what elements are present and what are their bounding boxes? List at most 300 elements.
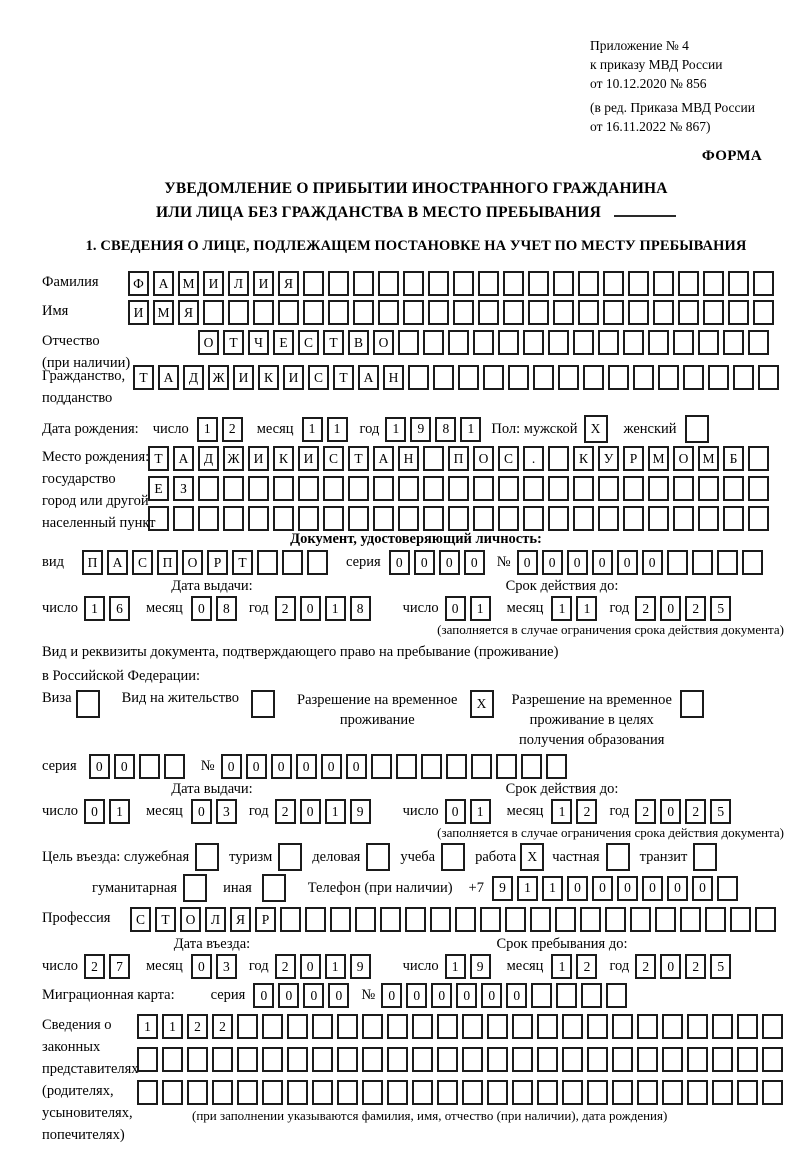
form-cell[interactable] [353, 300, 374, 325]
form-cell[interactable]: 0 [303, 983, 324, 1008]
form-cell[interactable]: Т [348, 446, 369, 471]
form-cell[interactable]: 1 [551, 596, 572, 621]
form-cell[interactable]: Д [183, 365, 204, 390]
form-cell[interactable]: . [523, 446, 544, 471]
form-cell[interactable] [578, 271, 599, 296]
form-cell[interactable] [262, 1047, 283, 1072]
form-cell[interactable] [598, 476, 619, 501]
form-cell[interactable]: 1 [197, 417, 218, 442]
form-cell[interactable]: 0 [592, 550, 613, 575]
form-cell[interactable] [662, 1080, 683, 1105]
form-cell[interactable] [162, 1080, 183, 1105]
form-cell[interactable]: 0 [191, 799, 212, 824]
form-cell[interactable] [223, 476, 244, 501]
form-cell[interactable] [287, 1047, 308, 1072]
form-cell[interactable] [703, 271, 724, 296]
form-cell[interactable] [362, 1014, 383, 1039]
form-cell[interactable] [655, 907, 676, 932]
form-cell[interactable] [430, 907, 451, 932]
form-cell[interactable]: К [273, 446, 294, 471]
form-cell[interactable] [237, 1080, 258, 1105]
form-cell[interactable]: 0 [321, 754, 342, 779]
form-cell[interactable] [498, 506, 519, 531]
form-cell[interactable] [648, 506, 669, 531]
form-cell[interactable] [473, 476, 494, 501]
form-cell[interactable] [462, 1047, 483, 1072]
form-cell[interactable] [505, 907, 526, 932]
form-cell[interactable] [712, 1014, 733, 1039]
form-cell[interactable]: 0 [667, 876, 688, 901]
form-cell[interactable] [612, 1080, 633, 1105]
form-cell[interactable]: 8 [350, 596, 371, 621]
form-cell[interactable] [587, 1014, 608, 1039]
form-cell[interactable] [762, 1080, 783, 1105]
form-cell[interactable] [237, 1014, 258, 1039]
form-cell[interactable] [487, 1080, 508, 1105]
form-cell[interactable] [762, 1047, 783, 1072]
form-cell[interactable] [328, 300, 349, 325]
form-cell[interactable]: П [157, 550, 178, 575]
form-cell[interactable] [330, 907, 351, 932]
form-cell[interactable] [546, 754, 567, 779]
form-cell[interactable]: 1 [327, 417, 348, 442]
form-cell[interactable] [556, 983, 577, 1008]
form-cell[interactable]: 0 [114, 754, 135, 779]
form-cell[interactable] [498, 476, 519, 501]
form-cell[interactable] [471, 754, 492, 779]
form-cell[interactable] [273, 476, 294, 501]
form-cell[interactable] [580, 907, 601, 932]
form-cell[interactable]: 0 [300, 799, 321, 824]
form-cell[interactable]: М [153, 300, 174, 325]
form-cell[interactable] [530, 907, 551, 932]
form-cell[interactable]: 0 [406, 983, 427, 1008]
form-cell[interactable]: Ч [248, 330, 269, 355]
form-cell[interactable]: 0 [456, 983, 477, 1008]
form-cell[interactable]: А [107, 550, 128, 575]
form-cell[interactable] [203, 300, 224, 325]
form-cell[interactable] [512, 1047, 533, 1072]
form-cell[interactable] [698, 476, 719, 501]
form-cell[interactable] [412, 1014, 433, 1039]
form-cell[interactable]: А [173, 446, 194, 471]
form-cell[interactable]: И [283, 365, 304, 390]
form-cell[interactable] [312, 1014, 333, 1039]
checkbox-cell[interactable] [680, 690, 704, 718]
form-cell[interactable]: 0 [617, 550, 638, 575]
form-cell[interactable] [473, 506, 494, 531]
form-cell[interactable]: А [158, 365, 179, 390]
form-cell[interactable]: 2 [635, 596, 656, 621]
form-cell[interactable] [603, 300, 624, 325]
form-cell[interactable] [303, 271, 324, 296]
form-cell[interactable] [737, 1080, 758, 1105]
form-cell[interactable] [748, 476, 769, 501]
form-cell[interactable] [712, 1080, 733, 1105]
form-cell[interactable] [455, 907, 476, 932]
form-cell[interactable] [728, 271, 749, 296]
form-cell[interactable] [648, 476, 669, 501]
form-cell[interactable]: 1 [325, 596, 346, 621]
form-cell[interactable] [562, 1047, 583, 1072]
form-cell[interactable]: 3 [216, 954, 237, 979]
form-cell[interactable]: Ж [223, 446, 244, 471]
form-cell[interactable] [380, 907, 401, 932]
form-cell[interactable] [262, 1014, 283, 1039]
form-cell[interactable] [521, 754, 542, 779]
form-cell[interactable] [628, 300, 649, 325]
form-cell[interactable] [708, 365, 729, 390]
form-cell[interactable] [508, 365, 529, 390]
form-cell[interactable] [228, 300, 249, 325]
checkbox-cell[interactable] [606, 843, 630, 871]
form-cell[interactable]: З [173, 476, 194, 501]
form-cell[interactable] [598, 506, 619, 531]
form-cell[interactable] [448, 476, 469, 501]
form-cell[interactable]: 8 [435, 417, 456, 442]
form-cell[interactable] [528, 300, 549, 325]
form-cell[interactable] [278, 300, 299, 325]
form-cell[interactable] [473, 330, 494, 355]
form-cell[interactable]: С [323, 446, 344, 471]
form-cell[interactable] [437, 1080, 458, 1105]
form-cell[interactable] [683, 365, 704, 390]
form-cell[interactable] [603, 271, 624, 296]
form-cell[interactable]: 2 [275, 596, 296, 621]
form-cell[interactable]: В [348, 330, 369, 355]
form-cell[interactable]: 1 [542, 876, 563, 901]
form-cell[interactable]: 0 [346, 754, 367, 779]
form-cell[interactable] [755, 907, 776, 932]
form-cell[interactable] [373, 506, 394, 531]
form-cell[interactable]: О [373, 330, 394, 355]
form-cell[interactable] [262, 1080, 283, 1105]
form-cell[interactable]: О [198, 330, 219, 355]
form-cell[interactable]: О [182, 550, 203, 575]
form-cell[interactable]: 2 [275, 799, 296, 824]
form-cell[interactable] [423, 446, 444, 471]
form-cell[interactable]: 0 [328, 983, 349, 1008]
form-cell[interactable] [553, 300, 574, 325]
form-cell[interactable]: 1 [460, 417, 481, 442]
form-cell[interactable] [606, 983, 627, 1008]
form-cell[interactable] [212, 1080, 233, 1105]
form-cell[interactable] [737, 1047, 758, 1072]
form-cell[interactable] [573, 506, 594, 531]
form-cell[interactable]: С [308, 365, 329, 390]
form-cell[interactable] [537, 1047, 558, 1072]
form-cell[interactable]: 5 [710, 954, 731, 979]
form-cell[interactable]: Л [205, 907, 226, 932]
form-cell[interactable]: Н [398, 446, 419, 471]
form-cell[interactable]: Я [278, 271, 299, 296]
form-cell[interactable] [348, 476, 369, 501]
form-cell[interactable] [537, 1080, 558, 1105]
form-cell[interactable]: П [448, 446, 469, 471]
form-cell[interactable] [403, 300, 424, 325]
form-cell[interactable] [753, 271, 774, 296]
form-cell[interactable] [528, 271, 549, 296]
checkbox-cell[interactable] [183, 874, 207, 902]
form-cell[interactable]: А [153, 271, 174, 296]
form-cell[interactable]: 1 [385, 417, 406, 442]
form-cell[interactable] [287, 1014, 308, 1039]
form-cell[interactable]: 1 [325, 954, 346, 979]
form-cell[interactable] [248, 506, 269, 531]
form-cell[interactable] [164, 754, 185, 779]
form-cell[interactable]: Ж [208, 365, 229, 390]
form-cell[interactable] [573, 476, 594, 501]
form-cell[interactable]: 0 [414, 550, 435, 575]
form-cell[interactable]: И [298, 446, 319, 471]
form-cell[interactable] [723, 330, 744, 355]
form-cell[interactable]: К [573, 446, 594, 471]
form-cell[interactable] [412, 1080, 433, 1105]
form-cell[interactable] [187, 1080, 208, 1105]
form-cell[interactable] [762, 1014, 783, 1039]
form-cell[interactable]: 0 [660, 954, 681, 979]
form-cell[interactable] [198, 506, 219, 531]
form-cell[interactable] [548, 330, 569, 355]
form-cell[interactable] [612, 1014, 633, 1039]
form-cell[interactable] [162, 1047, 183, 1072]
form-cell[interactable] [280, 907, 301, 932]
form-cell[interactable] [653, 271, 674, 296]
form-cell[interactable] [531, 983, 552, 1008]
form-cell[interactable]: 2 [212, 1014, 233, 1039]
form-cell[interactable] [462, 1014, 483, 1039]
form-cell[interactable]: О [473, 446, 494, 471]
form-cell[interactable]: 0 [431, 983, 452, 1008]
checkbox-cell[interactable] [366, 843, 390, 871]
form-cell[interactable]: 0 [660, 799, 681, 824]
form-cell[interactable] [673, 506, 694, 531]
form-cell[interactable] [703, 300, 724, 325]
form-cell[interactable] [637, 1080, 658, 1105]
form-cell[interactable]: 0 [439, 550, 460, 575]
form-cell[interactable]: Я [230, 907, 251, 932]
form-cell[interactable] [687, 1014, 708, 1039]
form-cell[interactable] [428, 300, 449, 325]
form-cell[interactable] [387, 1047, 408, 1072]
form-cell[interactable] [403, 271, 424, 296]
form-cell[interactable]: 2 [84, 954, 105, 979]
form-cell[interactable] [537, 1014, 558, 1039]
checkbox-cell[interactable]: X [470, 690, 494, 718]
form-cell[interactable]: 7 [109, 954, 130, 979]
checkbox-cell[interactable] [251, 690, 275, 718]
form-cell[interactable] [662, 1047, 683, 1072]
form-cell[interactable] [612, 1047, 633, 1072]
form-cell[interactable]: 0 [84, 799, 105, 824]
form-cell[interactable]: Я [178, 300, 199, 325]
form-cell[interactable]: 0 [481, 983, 502, 1008]
form-cell[interactable] [548, 446, 569, 471]
form-cell[interactable] [733, 365, 754, 390]
form-cell[interactable] [555, 907, 576, 932]
form-cell[interactable]: Т [223, 330, 244, 355]
form-cell[interactable]: Р [623, 446, 644, 471]
form-cell[interactable] [758, 365, 779, 390]
form-cell[interactable] [423, 330, 444, 355]
form-cell[interactable]: О [180, 907, 201, 932]
form-cell[interactable] [137, 1080, 158, 1105]
form-cell[interactable]: 9 [350, 954, 371, 979]
form-cell[interactable]: И [233, 365, 254, 390]
form-cell[interactable] [396, 754, 417, 779]
form-cell[interactable] [462, 1080, 483, 1105]
form-cell[interactable]: М [178, 271, 199, 296]
form-cell[interactable] [478, 271, 499, 296]
form-cell[interactable] [558, 365, 579, 390]
form-cell[interactable] [487, 1014, 508, 1039]
form-cell[interactable]: 2 [635, 799, 656, 824]
form-cell[interactable] [678, 271, 699, 296]
form-cell[interactable]: 6 [109, 596, 130, 621]
form-cell[interactable] [423, 476, 444, 501]
form-cell[interactable]: 2 [635, 954, 656, 979]
form-cell[interactable]: 2 [685, 954, 706, 979]
form-cell[interactable] [598, 330, 619, 355]
form-cell[interactable]: 5 [710, 799, 731, 824]
form-cell[interactable] [173, 506, 194, 531]
form-cell[interactable] [312, 1047, 333, 1072]
form-cell[interactable]: С [130, 907, 151, 932]
form-cell[interactable]: И [128, 300, 149, 325]
form-cell[interactable] [548, 506, 569, 531]
form-cell[interactable] [448, 330, 469, 355]
form-cell[interactable] [637, 1014, 658, 1039]
form-cell[interactable] [287, 1080, 308, 1105]
form-cell[interactable] [408, 365, 429, 390]
form-cell[interactable] [487, 1047, 508, 1072]
form-cell[interactable] [398, 476, 419, 501]
form-cell[interactable]: 0 [278, 983, 299, 1008]
form-cell[interactable]: 0 [300, 596, 321, 621]
checkbox-cell[interactable] [693, 843, 717, 871]
form-cell[interactable] [581, 983, 602, 1008]
form-cell[interactable]: 1 [517, 876, 538, 901]
checkbox-cell[interactable] [278, 843, 302, 871]
form-cell[interactable] [187, 1047, 208, 1072]
form-cell[interactable]: 1 [551, 799, 572, 824]
form-cell[interactable]: Т [133, 365, 154, 390]
form-cell[interactable]: 3 [216, 799, 237, 824]
form-cell[interactable] [717, 876, 738, 901]
form-cell[interactable] [362, 1047, 383, 1072]
form-cell[interactable] [273, 506, 294, 531]
checkbox-cell[interactable] [685, 415, 709, 443]
form-cell[interactable] [328, 271, 349, 296]
form-cell[interactable]: 0 [506, 983, 527, 1008]
form-cell[interactable] [448, 506, 469, 531]
form-cell[interactable] [378, 300, 399, 325]
form-cell[interactable] [717, 550, 738, 575]
form-cell[interactable] [323, 506, 344, 531]
form-cell[interactable]: Ф [128, 271, 149, 296]
form-cell[interactable] [662, 1014, 683, 1039]
form-cell[interactable] [562, 1014, 583, 1039]
form-cell[interactable]: И [203, 271, 224, 296]
form-cell[interactable] [305, 907, 326, 932]
form-cell[interactable] [698, 506, 719, 531]
form-cell[interactable]: 0 [517, 550, 538, 575]
checkbox-cell[interactable]: X [520, 843, 544, 871]
form-cell[interactable] [398, 330, 419, 355]
form-cell[interactable] [378, 271, 399, 296]
form-cell[interactable] [421, 754, 442, 779]
form-cell[interactable] [433, 365, 454, 390]
form-cell[interactable] [337, 1014, 358, 1039]
form-cell[interactable] [423, 506, 444, 531]
form-cell[interactable]: 1 [445, 954, 466, 979]
form-cell[interactable]: Е [148, 476, 169, 501]
form-cell[interactable]: Е [273, 330, 294, 355]
form-cell[interactable]: Т [148, 446, 169, 471]
form-cell[interactable] [587, 1047, 608, 1072]
form-cell[interactable] [398, 506, 419, 531]
form-cell[interactable]: 0 [246, 754, 267, 779]
form-cell[interactable] [137, 1047, 158, 1072]
form-cell[interactable]: 1 [470, 596, 491, 621]
form-cell[interactable]: 1 [84, 596, 105, 621]
form-cell[interactable] [573, 330, 594, 355]
form-cell[interactable] [648, 330, 669, 355]
form-cell[interactable]: 0 [300, 954, 321, 979]
form-cell[interactable] [307, 550, 328, 575]
form-cell[interactable]: У [598, 446, 619, 471]
form-cell[interactable]: Н [383, 365, 404, 390]
form-cell[interactable]: 0 [296, 754, 317, 779]
form-cell[interactable]: 0 [191, 954, 212, 979]
form-cell[interactable] [623, 330, 644, 355]
form-cell[interactable] [253, 300, 274, 325]
form-cell[interactable] [698, 330, 719, 355]
form-cell[interactable] [387, 1014, 408, 1039]
form-cell[interactable] [523, 330, 544, 355]
form-cell[interactable] [373, 476, 394, 501]
form-cell[interactable] [405, 907, 426, 932]
form-cell[interactable]: 2 [187, 1014, 208, 1039]
form-cell[interactable]: Р [255, 907, 276, 932]
form-cell[interactable] [503, 300, 524, 325]
form-cell[interactable] [458, 365, 479, 390]
form-cell[interactable]: О [673, 446, 694, 471]
form-cell[interactable]: 0 [389, 550, 410, 575]
form-cell[interactable] [705, 907, 726, 932]
form-cell[interactable]: 2 [685, 596, 706, 621]
form-cell[interactable] [512, 1080, 533, 1105]
form-cell[interactable]: 1 [137, 1014, 158, 1039]
form-cell[interactable]: Б [723, 446, 744, 471]
form-cell[interactable] [623, 476, 644, 501]
form-cell[interactable] [323, 476, 344, 501]
form-cell[interactable] [303, 300, 324, 325]
form-cell[interactable]: 0 [381, 983, 402, 1008]
checkbox-cell[interactable] [441, 843, 465, 871]
form-cell[interactable]: 1 [325, 799, 346, 824]
form-cell[interactable]: 0 [253, 983, 274, 1008]
form-cell[interactable] [312, 1080, 333, 1105]
checkbox-cell[interactable] [262, 874, 286, 902]
form-cell[interactable] [548, 476, 569, 501]
form-cell[interactable] [628, 271, 649, 296]
form-cell[interactable] [348, 506, 369, 531]
form-cell[interactable] [298, 506, 319, 531]
form-cell[interactable]: 1 [576, 596, 597, 621]
form-cell[interactable] [712, 1047, 733, 1072]
form-cell[interactable] [387, 1080, 408, 1105]
